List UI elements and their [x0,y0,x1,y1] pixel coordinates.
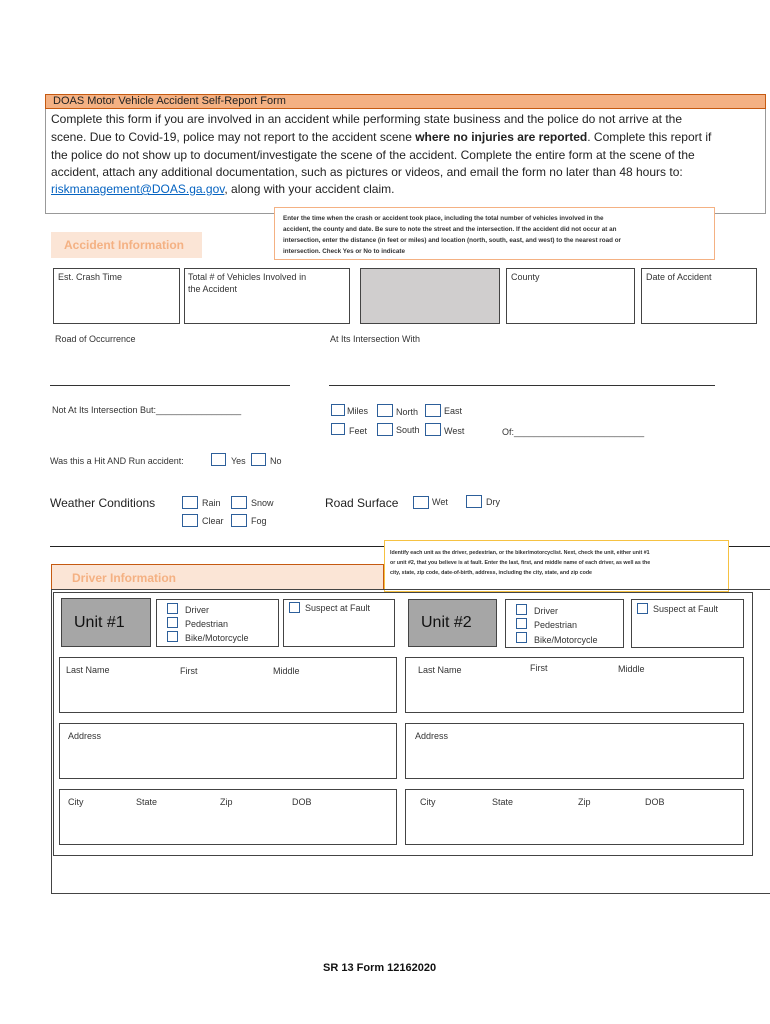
intro-line-2: scene. Due to Covid-19, police may not report to the accident scene where no injuries are reported. Complete this report if [51,130,712,144]
wet-checkbox[interactable] [413,496,429,509]
unit-1-address-label: Address [68,731,102,741]
shaded-field [360,268,500,324]
unit-1-name-field[interactable] [59,657,397,713]
fog-checkbox[interactable] [231,514,247,527]
driver-section-tab: Driver Information [51,564,384,590]
unit-1-address-field[interactable] [59,723,397,779]
unit-1-zip-label: Zip [220,797,233,807]
unit-2-state-label: State [492,797,514,807]
unit-2-bike-checkbox[interactable] [516,632,527,643]
west-checkbox[interactable] [425,423,441,436]
unit-1-middle-label: Middle [273,666,300,676]
snow-checkbox[interactable] [231,496,247,509]
not-at-intersection-label: Not At Its Intersection But:_________________ [52,405,242,415]
hit-run-yes-label: Yes [231,456,246,466]
accident-section-tab: Accident Information [51,232,202,258]
vehicles-label-1: Total # of Vehicles Involved in [188,272,307,282]
intro-line-5: riskmanagement@DOAS.ga.gov, along with your accident claim. [51,182,395,196]
unit-2-dob-label: DOB [645,797,665,807]
rain-label: Rain [202,498,221,508]
crash-time-label: Est. Crash Time [58,272,123,282]
unit-1-last-name-label: Last Name [66,665,110,675]
unit-2-zip-label: Zip [578,797,591,807]
unit-2-fault-checkbox[interactable] [637,603,648,614]
unit-2-address-label: Address [415,731,449,741]
unit-2-driver-checkbox[interactable] [516,604,527,615]
hit-run-no-label: No [270,456,282,466]
unit-1-pedestrian-checkbox[interactable] [167,617,178,628]
driver-instructions: Identify each unit as the driver, pedestrian, or the biker/motorcyclist. Next, check the unit, either unit #1 or unit #2, that you believe is at fault. Enter the last, first, and middle name of each driver, as well as the city, state, zip code, date-of-birth, address, including the city, state, and zip code [384,540,729,592]
form-id: SR 13 Form 12162020 [323,962,437,974]
accident-instructions: Enter the time when the crash or accident took place, including the total number of vehicles involved in the accident, the county and date. Be sure to note the street and the intersection. If the accident did not occur at an intersection, enter the distance (in feet or miles) and location (north, south, east, and west) to the nearest road or intersection. Check Yes or No to indicate [274,207,715,260]
east-checkbox[interactable] [425,404,441,417]
unit-1-bike-checkbox[interactable] [167,631,178,642]
unit-2-last-name-label: Last Name [418,665,462,675]
vehicles-label-2: the Accident [188,284,238,294]
hit-run-label: Was this a Hit AND Run accident: [50,456,184,466]
intro-line-3: the police do not show up to document/investigate the scene of the accident. Complete the entire form at the scene of the [51,148,695,162]
south-label: South [396,425,420,435]
intersection-line[interactable] [329,385,715,386]
west-label: West [444,426,465,436]
intersection-label: At Its Intersection With [330,334,421,344]
fog-label: Fog [251,516,267,526]
unit-2-middle-label: Middle [618,664,645,674]
road-surface-label: Road Surface [325,496,399,510]
unit-2-label: Unit #2 [408,599,497,647]
unit-1-label: Unit #1 [61,598,151,647]
road-of-occurrence-label: Road of Occurrence [55,334,136,344]
intro-line-4: accident, attach any additional documentation, such as pictures or videos, and email the form no later than 48 hours to: [51,165,683,179]
of-label: Of:__________________________ [502,427,645,437]
unit-2-pedestrian-label: Pedestrian [534,620,578,630]
clear-checkbox[interactable] [182,514,198,527]
hit-run-no-checkbox[interactable] [251,453,266,466]
unit-1-fault-label: Suspect at Fault [305,603,371,613]
wet-label: Wet [432,497,448,507]
road-of-occurrence-line[interactable] [50,385,290,386]
rain-checkbox[interactable] [182,496,198,509]
unit-1-city-label: City [68,797,84,807]
unit-2-city-field[interactable] [405,789,744,845]
unit-1-pedestrian-label: Pedestrian [185,619,229,629]
unit-1-state-label: State [136,797,158,807]
hit-run-yes-checkbox[interactable] [211,453,226,466]
miles-checkbox[interactable] [331,404,345,416]
miles-label: Miles [347,406,369,416]
feet-label: Feet [349,426,368,436]
unit-1-dob-label: DOB [292,797,312,807]
date-label: Date of Accident [646,272,712,282]
county-label: County [511,272,540,282]
dry-checkbox[interactable] [466,495,482,508]
north-checkbox[interactable] [377,404,393,417]
feet-checkbox[interactable] [331,423,345,435]
unit-2-city-label: City [420,797,436,807]
email-link[interactable]: riskmanagement@DOAS.ga.gov [51,182,225,196]
unit-1-driver-checkbox[interactable] [167,603,178,614]
unit-2-pedestrian-checkbox[interactable] [516,618,527,629]
unit-2-bike-label: Bike/Motorcycle [534,635,598,645]
unit-1-first-label: First [180,666,198,676]
unit-2-driver-label: Driver [534,606,558,616]
unit-2-first-label: First [530,663,548,673]
east-label: East [444,406,463,416]
form-title: DOAS Motor Vehicle Accident Self-Report Form [53,95,286,107]
snow-label: Snow [251,498,274,508]
north-label: North [396,407,419,417]
unit-1-driver-label: Driver [185,605,209,615]
weather-label: Weather Conditions [50,496,156,510]
dry-label: Dry [486,497,500,507]
unit-2-address-field[interactable] [405,723,744,779]
unit-1-fault-checkbox[interactable] [289,602,300,613]
clear-label: Clear [202,516,224,526]
unit-1-bike-label: Bike/Motorcycle [185,633,249,643]
south-checkbox[interactable] [377,423,393,436]
intro-line-1: Complete this form if you are involved in an accident while performing state business and the police do not arrive at the [51,112,683,126]
unit-2-fault-label: Suspect at Fault [653,604,719,614]
